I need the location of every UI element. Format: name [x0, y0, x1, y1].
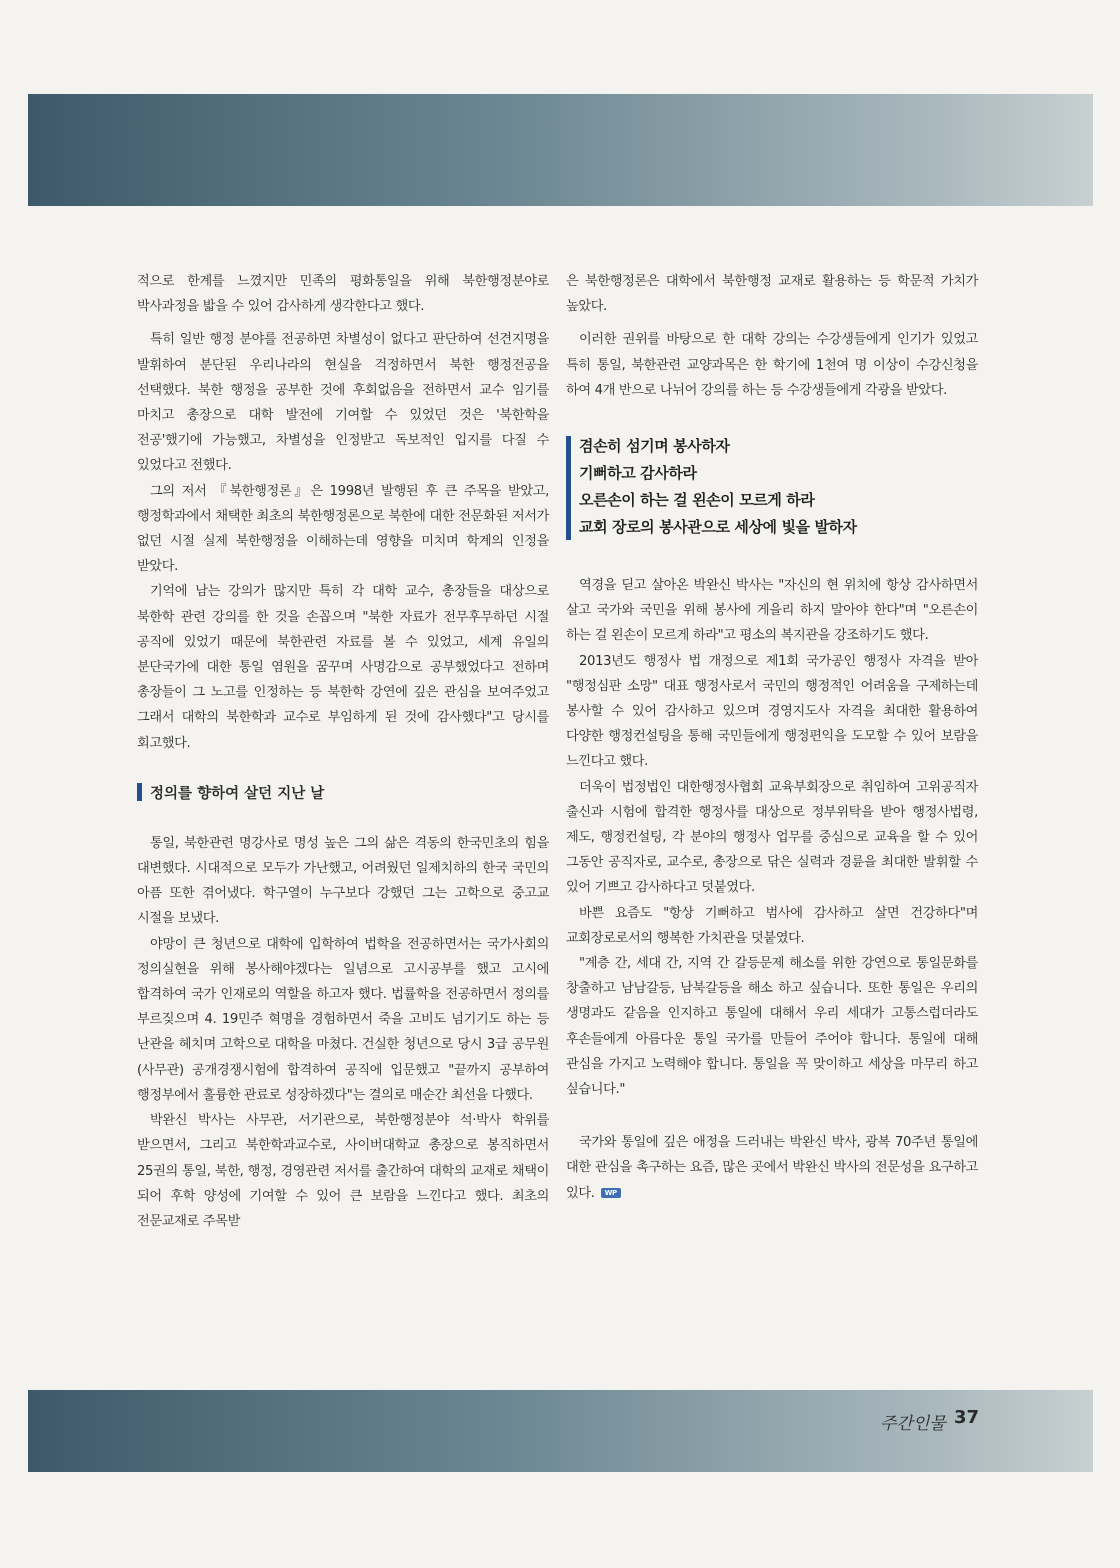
left-paragraph-6: 야망이 큰 청년으로 대학에 입학하여 법학을 전공하면서는 국가사회의 정의실현을 위해 봉사해야겠다는 일념으로 고시공부를 했고 고시에 합격하여 국가 인재로의 역할을 하고자 했다. 법률학을 전공하면서 정의를 부르짖으며 4. 19민주 혁명을 경험하면서 죽을 고비도 넘기기도 하는 등 난관을 헤치며 고학으로 대학을 마쳤다. 건실한 청년으로 당시 3급 공무원(사무관) 공개경쟁시험에 합격하여 공직에 입문했고 "끝까지 공부하여 행정부에서 훌륭한 관료로 성장하겠다"는 결의로 매순간 최선을 다했다. — [137, 936, 549, 1103]
left-paragraph-3: 그의 저서 『북한행정론』은 1998년 발행된 후 큰 주목을 받았고, 행정학과에서 채택한 최초의 북한행정론으로 북한에 대한 전문화된 저서가 없던 시절 실제 북한행정을 이해하는데 영향을 미치며 학계의 인정을 받았다. — [137, 483, 549, 575]
right-paragraph-6: 바쁜 요즘도 "항상 기뻐하고 범사에 감사하고 살면 건강하다"며 교회장로로서의 행복한 가치관을 덧붙였다. — [566, 905, 978, 946]
section-heading — [137, 782, 549, 803]
left-paragraph-5: 통일, 북한관련 명강사로 명성 높은 그의 삶은 격동의 한국민초의 힘을 대변했다. 시대적으로 모두가 가난했고, 어려웠던 일제치하의 한국 국민의 아픔 또한 겪어냈다. 학구열이 누구보다 강했던 그는 고학으로 중고교 시절을 보냈다. — [137, 835, 549, 927]
top-color-band — [28, 94, 1093, 206]
right-paragraph-1: 은 북한행정론은 대학에서 북한행정 교재로 활용하는 등 학문적 가치가 높았다. — [566, 274, 978, 315]
right-paragraph-4: 2013년도 행정사 법 개정으로 제1회 국가공인 행정사 자격을 받아 "행정심판 소망" 대표 행정사로서 국민의 행정적인 어려움을 구제하는데 봉사할 수 있어 감사하고 있으며 경영지도사 자격을 최대한 활용하여 다양한 행정컨설팅을 통해 국민들에게 행정편익을 도모할 수 있어 보람을 느낀다고 했다. — [566, 653, 978, 770]
right-paragraph-7: "계층 간, 세대 간, 지역 간 갈등문제 해소를 위한 강연으로 통일문화를 창출하고 남남갈등, 남북갈등을 해소 하고 싶습니다. 또한 통일은 우리의 생명과도 같음을 인지하고 통일에 대해서 우리 세대가 고통스럽더라도 후손들에게 아름다운 통일 국가를 만들어 주어야 합니다. 통일에 대해 관심을 가지고 노력해야 합니다. 통일을 꼭 맞이하고 세상을 마무리 하고 싶습니다." — [566, 956, 978, 1098]
left-paragraph-4: 기억에 남는 강의가 많지만 특히 각 대학 교수, 총장들을 대상으로 북한학 관련 강의를 한 것을 손꼽으며 "북한 자료가 전무후무하던 시절 공직에 있었기 때문에 북한관련 자료를 볼 수 있었고, 세계 유일의 분단국가에 대한 통일 염원을 꿈꾸며 사명감으로 공부했었다고 전하며 총장들이 그 노고를 인정하는 등 북한학 강연에 깊은 관심을 보여주었고 그래서 대학의 북한학과 교수로 부임하게 된 것에 감사했다"고 당시를 회고했다. — [137, 584, 549, 751]
page-number: 37 — [954, 1407, 980, 1428]
right-column — [566, 269, 978, 1206]
pull-quote-line: 오른손이 하는 걸 왼손이 모르게 하라 — [579, 491, 815, 510]
right-paragraph-2: 이러한 권위를 바탕으로 한 대학 강의는 수강생들에게 인기가 있었고 특히 통일, 북한관련 교양과목은 한 학기에 1천여 명 이상이 수강신청을 하여 4개 반으로 나뉘어 강의를 하는 등 수강생들에게 각광을 받았다. — [566, 332, 978, 398]
pull-quote — [566, 433, 978, 541]
heading-accent-bar — [137, 783, 142, 801]
pull-quote-line: 기뻐하고 감사하라 — [579, 464, 697, 483]
magazine-logo: 주간인물 — [880, 1414, 946, 1434]
right-paragraph-5: 더욱이 법정법인 대한행정사협회 교육부회장으로 취임하여 고위공직자 출신과 시험에 합격한 행정사를 대상으로 정부위탁을 받아 행정사법령, 제도, 행정컨설팅, 각 분야의 행정사 업무를 중심으로 교육을 할 수 있어 그동안 공직자로, 교수로, 총장으로 닦은 실력과 경륜을 최대한 발휘할 수 있어 기쁘고 감사하다고 덧붙였다. — [566, 779, 978, 896]
left-paragraph-7: 박완신 박사는 사무관, 서기관으로, 북한행정분야 석·박사 학위를 받으면서, 그리고 북한학과교수로, 사이버대학교 총장으로 봉직하면서 25권의 통일, 북한, 행정, 경영관련 저서를 출간하여 대학의 교재로 채택이 되어 후학 양성에 기여할 수 있어 큰 보람을 느낀다고 했다. 최초의 전문교재로 주목받 — [137, 1113, 549, 1229]
right-paragraph-3: 역경을 딛고 살아온 박완신 박사는 "자신의 현 위치에 항상 감사하면서 살고 국가와 국민을 위해 봉사에 게을리 하지 말아야 한다"며 "오른손이 하는 걸 왼손이 모르게 하라"고 평소의 복지관을 강조하기도 했다. — [566, 578, 978, 644]
pull-quote-line: 겸손히 섬기며 봉사하자 — [579, 437, 730, 456]
left-paragraph-1: 적으로 한계를 느꼈지만 민족의 평화통일을 위해 북한행정분야로 박사과정을 밟을 수 있어 감사하게 생각한다고 했다. — [137, 274, 549, 315]
section-heading-text: 정의를 향하여 살던 지난 날 — [150, 785, 325, 802]
left-paragraph-2: 특히 일반 행정 분야를 전공하면 차별성이 없다고 판단하여 선견지명을 발휘하여 분단된 우리나라의 현실을 걱정하면서 북한 행정전공을 선택했다. 북한 행정을 공부한 것에 후회없음을 전하면서 교수 임기를 마치고 총장으로 대학 발전에 기여할 수 있었던 것은 '북한학을 전공'했기에 가능했고, 차별성을 인정받고 독보적인 입지를 다질 수 있었다고 전했다. — [137, 332, 549, 474]
end-mark-icon: WP — [601, 1188, 621, 1198]
pull-quote-accent-bar — [566, 436, 571, 540]
right-paragraph-8-text: 국가와 통일에 깊은 애정을 드러내는 박완신 박사, 광복 70주년 통일에 대한 관심을 촉구하는 요즘, 많은 곳에서 박완신 박사의 전문성을 요구하고 있다. — [566, 1135, 978, 1201]
pull-quote-line: 교회 장로의 봉사관으로 세상에 빛을 발하자 — [579, 518, 857, 537]
right-paragraph-8 — [566, 1130, 978, 1206]
left-column — [137, 269, 549, 1234]
